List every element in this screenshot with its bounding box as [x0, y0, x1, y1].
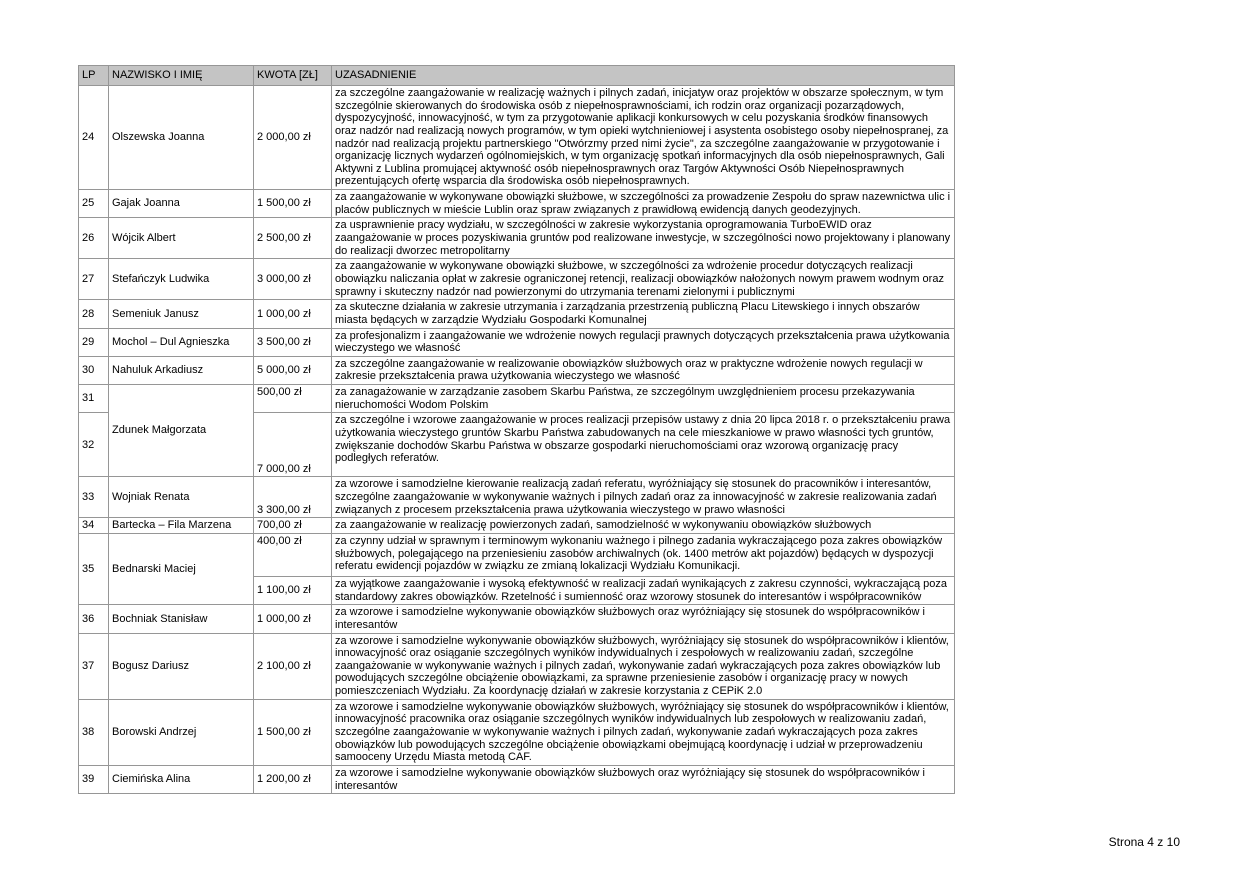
column-header-lp: LP: [79, 66, 109, 86]
justification-cell: za szczególne i wzorowe zaangażowanie w proces realizacji przepisów ustawy z dnia 20 lipca 2018 r. o przekształceniu prawa użytkowania wieczystego gruntów Skarbu Państwa zabudowanych na cele mieszkaniowe w prawo własności tych gruntów, zwiększanie dochodów Skarbu Państwa w obszarze gospodarki nieruchomościami oraz wzorową organizację pracy podległych referatów.: [332, 413, 955, 477]
name-cell: Nahuluk Arkadiusz: [109, 356, 254, 384]
lp-cell: 37: [79, 633, 109, 699]
table-row: [79, 605, 955, 633]
lp-cell: 34: [79, 518, 109, 534]
lp-cell: 29: [79, 328, 109, 356]
justification-cell: za zaangażowanie w realizację powierzonych zadań, samodzielność w wykonywaniu obowiązków służbowych: [332, 518, 955, 534]
column-header-justification: UZASADNIENIE: [332, 66, 955, 86]
justification-cell: za profesjonalizm i zaangażowanie we wdrożenie nowych regulacji prawnych dotyczących przekształcenia prawa użytkowania wieczystego we własność: [332, 328, 955, 356]
amount-cell: 1 500,00 zł: [254, 190, 332, 218]
lp-cell: 28: [79, 300, 109, 328]
justification-cell: za wyjątkowe zaangażowanie i wysoką efektywność w realizacji zadań wynikających z zakresu czynności, wykraczającą poza standardowy zakres obowiązków. Rzetelność i sumienność oraz wzorowy stosunek do interesantów i współpracowników: [332, 576, 955, 604]
amount-cell: 400,00 zł: [254, 533, 332, 576]
amount-cell: 2 000,00 zł: [254, 86, 332, 190]
justification-cell: za wzorowe i samodzielne wykonywanie obowiązków służbowych, wyróżniający się stosunek do współpracowników i klientów, innowacyjność pracownika oraz osiąganie szczególnych wyników indywidualnych lub zespołowych w realizowaniu zadań, szczególne zaangażowanie w wykonywanie ważnych i pilnych zadań, wykonywanie zadań wykraczających poza zakres obowiązków lub powodujących szczególne obciążenie obowiązkami obejmującą koordynację i udział w przeprowadzeniu samooceny Urzędu Miasta metodą CAF.: [332, 699, 955, 765]
justification-cell: za wzorowe i samodzielne kierowanie realizacją zadań referatu, wyróżniający się stosunek do pracowników i interesantów, szczególne zaangażowanie w wykonywanie ważnych i pilnych zadań oraz za innowacyjność w zakresie realizowania zadań związanych z procesem przekształcenia prawa użytkowania wieczystego w prawo własności: [332, 477, 955, 518]
amount-cell: 7 000,00 zł: [254, 413, 332, 477]
amount-cell: 2 500,00 zł: [254, 218, 332, 259]
table-header-row: [79, 66, 955, 86]
name-cell: Zdunek Małgorzata: [109, 385, 254, 477]
justification-cell: za czynny udział w sprawnym i terminowym wykonaniu ważnego i pilnego zadania wykraczającego poza zakres obowiązków służbowych, polegającego na przeniesieniu zasobów archiwalnych (ok. 1400 metrów akt pojazdów) będących w dyspozycji referatu ewidencji pojazdów w związku ze zmianą lokalizacji Wydziału Komunikacji.: [332, 533, 955, 576]
name-cell: Stefańczyk Ludwika: [109, 259, 254, 300]
amount-cell: 1 500,00 zł: [254, 699, 332, 765]
table-row: [79, 385, 955, 413]
justification-cell: za zaangażowanie w wykonywane obowiązki służbowe, w szczególności za wdrożenie procedur dotyczących realizacji obowiązku naliczania opłat w zakresie ograniczonej retencji, realizacji obowiązków nałożonych nowym prawem wodnym oraz sprawny i skuteczny nadzór nad powierzonymi do utrzymania terenami zielonymi i publicznymi: [332, 259, 955, 300]
lp-cell: 27: [79, 259, 109, 300]
justification-cell: za szczególne zaangażowanie w realizowanie obowiązków służbowych oraz w praktyczne wdrożenie nowych regulacji w zakresie przekształcenia prawa użytkowania wieczystego we własność: [332, 356, 955, 384]
justification-cell: za zanagażowanie w zarządzanie zasobem Skarbu Państwa, ze szczególnym uwzględnieniem procesu przekazywania nieruchomości Wodom Polskim: [332, 385, 955, 413]
justification-cell: za zaangażowanie w wykonywane obowiązki służbowe, w szczególności za prowadzenie Zespołu do spraw nazewnictwa ulic i placów publicznych w mieście Lublin oraz spraw związanych z prawidłową ewidencją danych geodezyjnych.: [332, 190, 955, 218]
bonus-table: [78, 65, 955, 794]
table-row: [79, 86, 955, 190]
name-cell: Wójcik Albert: [109, 218, 254, 259]
table-row: [79, 533, 955, 576]
lp-cell: 31: [79, 385, 109, 413]
lp-cell: 26: [79, 218, 109, 259]
justification-cell: za wzorowe i samodzielne wykonywanie obowiązków służbowych oraz wyróżniający się stosunek do współpracowników i interesantów: [332, 605, 955, 633]
name-cell: Mochol – Dul Agnieszka: [109, 328, 254, 356]
table-row: [79, 765, 955, 793]
name-cell: Wojniak Renata: [109, 477, 254, 518]
name-cell: Olszewska Joanna: [109, 86, 254, 190]
table-row: [79, 356, 955, 384]
table-row: [79, 518, 955, 534]
amount-cell: 1 000,00 zł: [254, 300, 332, 328]
table-row: [79, 699, 955, 765]
lp-cell: 36: [79, 605, 109, 633]
name-cell: Semeniuk Janusz: [109, 300, 254, 328]
name-cell: Gajak Joanna: [109, 190, 254, 218]
name-cell: Borowski Andrzej: [109, 699, 254, 765]
amount-cell: 3 300,00 zł: [254, 477, 332, 518]
justification-cell: za usprawnienie pracy wydziału, w szczególności w zakresie wykorzystania oprogramowania TurboEWID oraz zaangażowanie w proces pozyskiwania gruntów pod realizowane inwestycje, w szczególności nowo projektowany i planowany do realizacji dworzec metropolitarny: [332, 218, 955, 259]
lp-cell: 39: [79, 765, 109, 793]
amount-cell: 2 100,00 zł: [254, 633, 332, 699]
table-row: [79, 633, 955, 699]
justification-cell: za wzorowe i samodzielne wykonywanie obowiązków służbowych, wyróżniający się stosunek do współpracowników i klientów, innowacyjność oraz osiąganie szczególnych wyników indywidualnych i zespołowych w realizowaniu zadań, szczególne zaangażowanie w wykonywanie ważnych i pilnych zadań, wykonywanie zadań wykraczających poza zakres obowiązków lub powodujących szczególne obciążenie obowiązkami, za sprawne przeniesienie zasobów i organizację pracy w nowych pomieszczeniach Wydziału. Za koordynację działań w zakresie korzystania z CEPiK 2.0: [332, 633, 955, 699]
amount-cell: 1 000,00 zł: [254, 605, 332, 633]
lp-cell: 33: [79, 477, 109, 518]
justification-cell: za szczególne zaangażowanie w realizację ważnych i pilnych zadań, inicjatyw oraz projektów w obszarze społecznym, w tym szczególnie skierowanych do środowiska osób z niepełnosprawnościami, ich rodzin oraz organizacji pozarządowych, dyspozycyjność, innowacyjność, w tym za przygotowanie aplikacji konkursowych w celu pozyskania środków finansowych oraz nadzór nad realizacją nowych programów, w tym opieki wytchnieniowej i asystenta osobistego osoby niepełnospranej, za nadzór nad realizacją projektu partnerskiego "Otwórzmy przed nimi życie", za szczególne zaangażowanie w przygotowanie i organizację licznych wydarzeń ogólnomiejskich, w tym organizację spotkań informacyjnych dla osób niepełnosprawnych, Gali Aktywni z Lublina promującej aktywność osób niepełnosprawnych oraz Targów Aktywności Osób Niepełnosprawnych prezentujących ofertę wsparcia dla środowiska osób niepełnosprawnych.: [332, 86, 955, 190]
lp-cell: 24: [79, 86, 109, 190]
lp-cell: 30: [79, 356, 109, 384]
table-row: [79, 328, 955, 356]
table-row: [79, 218, 955, 259]
amount-cell: 700,00 zł: [254, 518, 332, 534]
column-header-amount: KWOTA [ZŁ]: [254, 66, 332, 86]
name-cell: Bartecka – Fila Marzena: [109, 518, 254, 534]
document-page: [78, 65, 954, 794]
column-header-name: NAZWISKO I IMIĘ: [109, 66, 254, 86]
justification-cell: za wzorowe i samodzielne wykonywanie obowiązków służbowych oraz wyróżniający się stosunek do współpracowników i interesantów: [332, 765, 955, 793]
amount-cell: 1 200,00 zł: [254, 765, 332, 793]
name-cell: Bogusz Dariusz: [109, 633, 254, 699]
amount-cell: 5 000,00 zł: [254, 356, 332, 384]
name-cell: Bednarski Maciej: [109, 533, 254, 604]
lp-cell: 32: [79, 413, 109, 477]
lp-cell: 35: [79, 533, 109, 604]
amount-cell: 1 100,00 zł: [254, 576, 332, 604]
justification-cell: za skuteczne działania w zakresie utrzymania i zarządzania przestrzenią publiczną Placu Litewskiego i innych obszarów miasta będących w zarządzie Wydziału Gospodarki Komunalnej: [332, 300, 955, 328]
amount-cell: 3 500,00 zł: [254, 328, 332, 356]
table-row: [79, 477, 955, 518]
lp-cell: 25: [79, 190, 109, 218]
name-cell: Ciemińska Alina: [109, 765, 254, 793]
amount-cell: 3 000,00 zł: [254, 259, 332, 300]
table-row: [79, 300, 955, 328]
table-row: [79, 190, 955, 218]
lp-cell: 38: [79, 699, 109, 765]
name-cell: Bochniak Stanisław: [109, 605, 254, 633]
amount-cell: 500,00 zł: [254, 385, 332, 413]
table-row: [79, 259, 955, 300]
page-number: Strona 4 z 10: [1108, 835, 1180, 849]
